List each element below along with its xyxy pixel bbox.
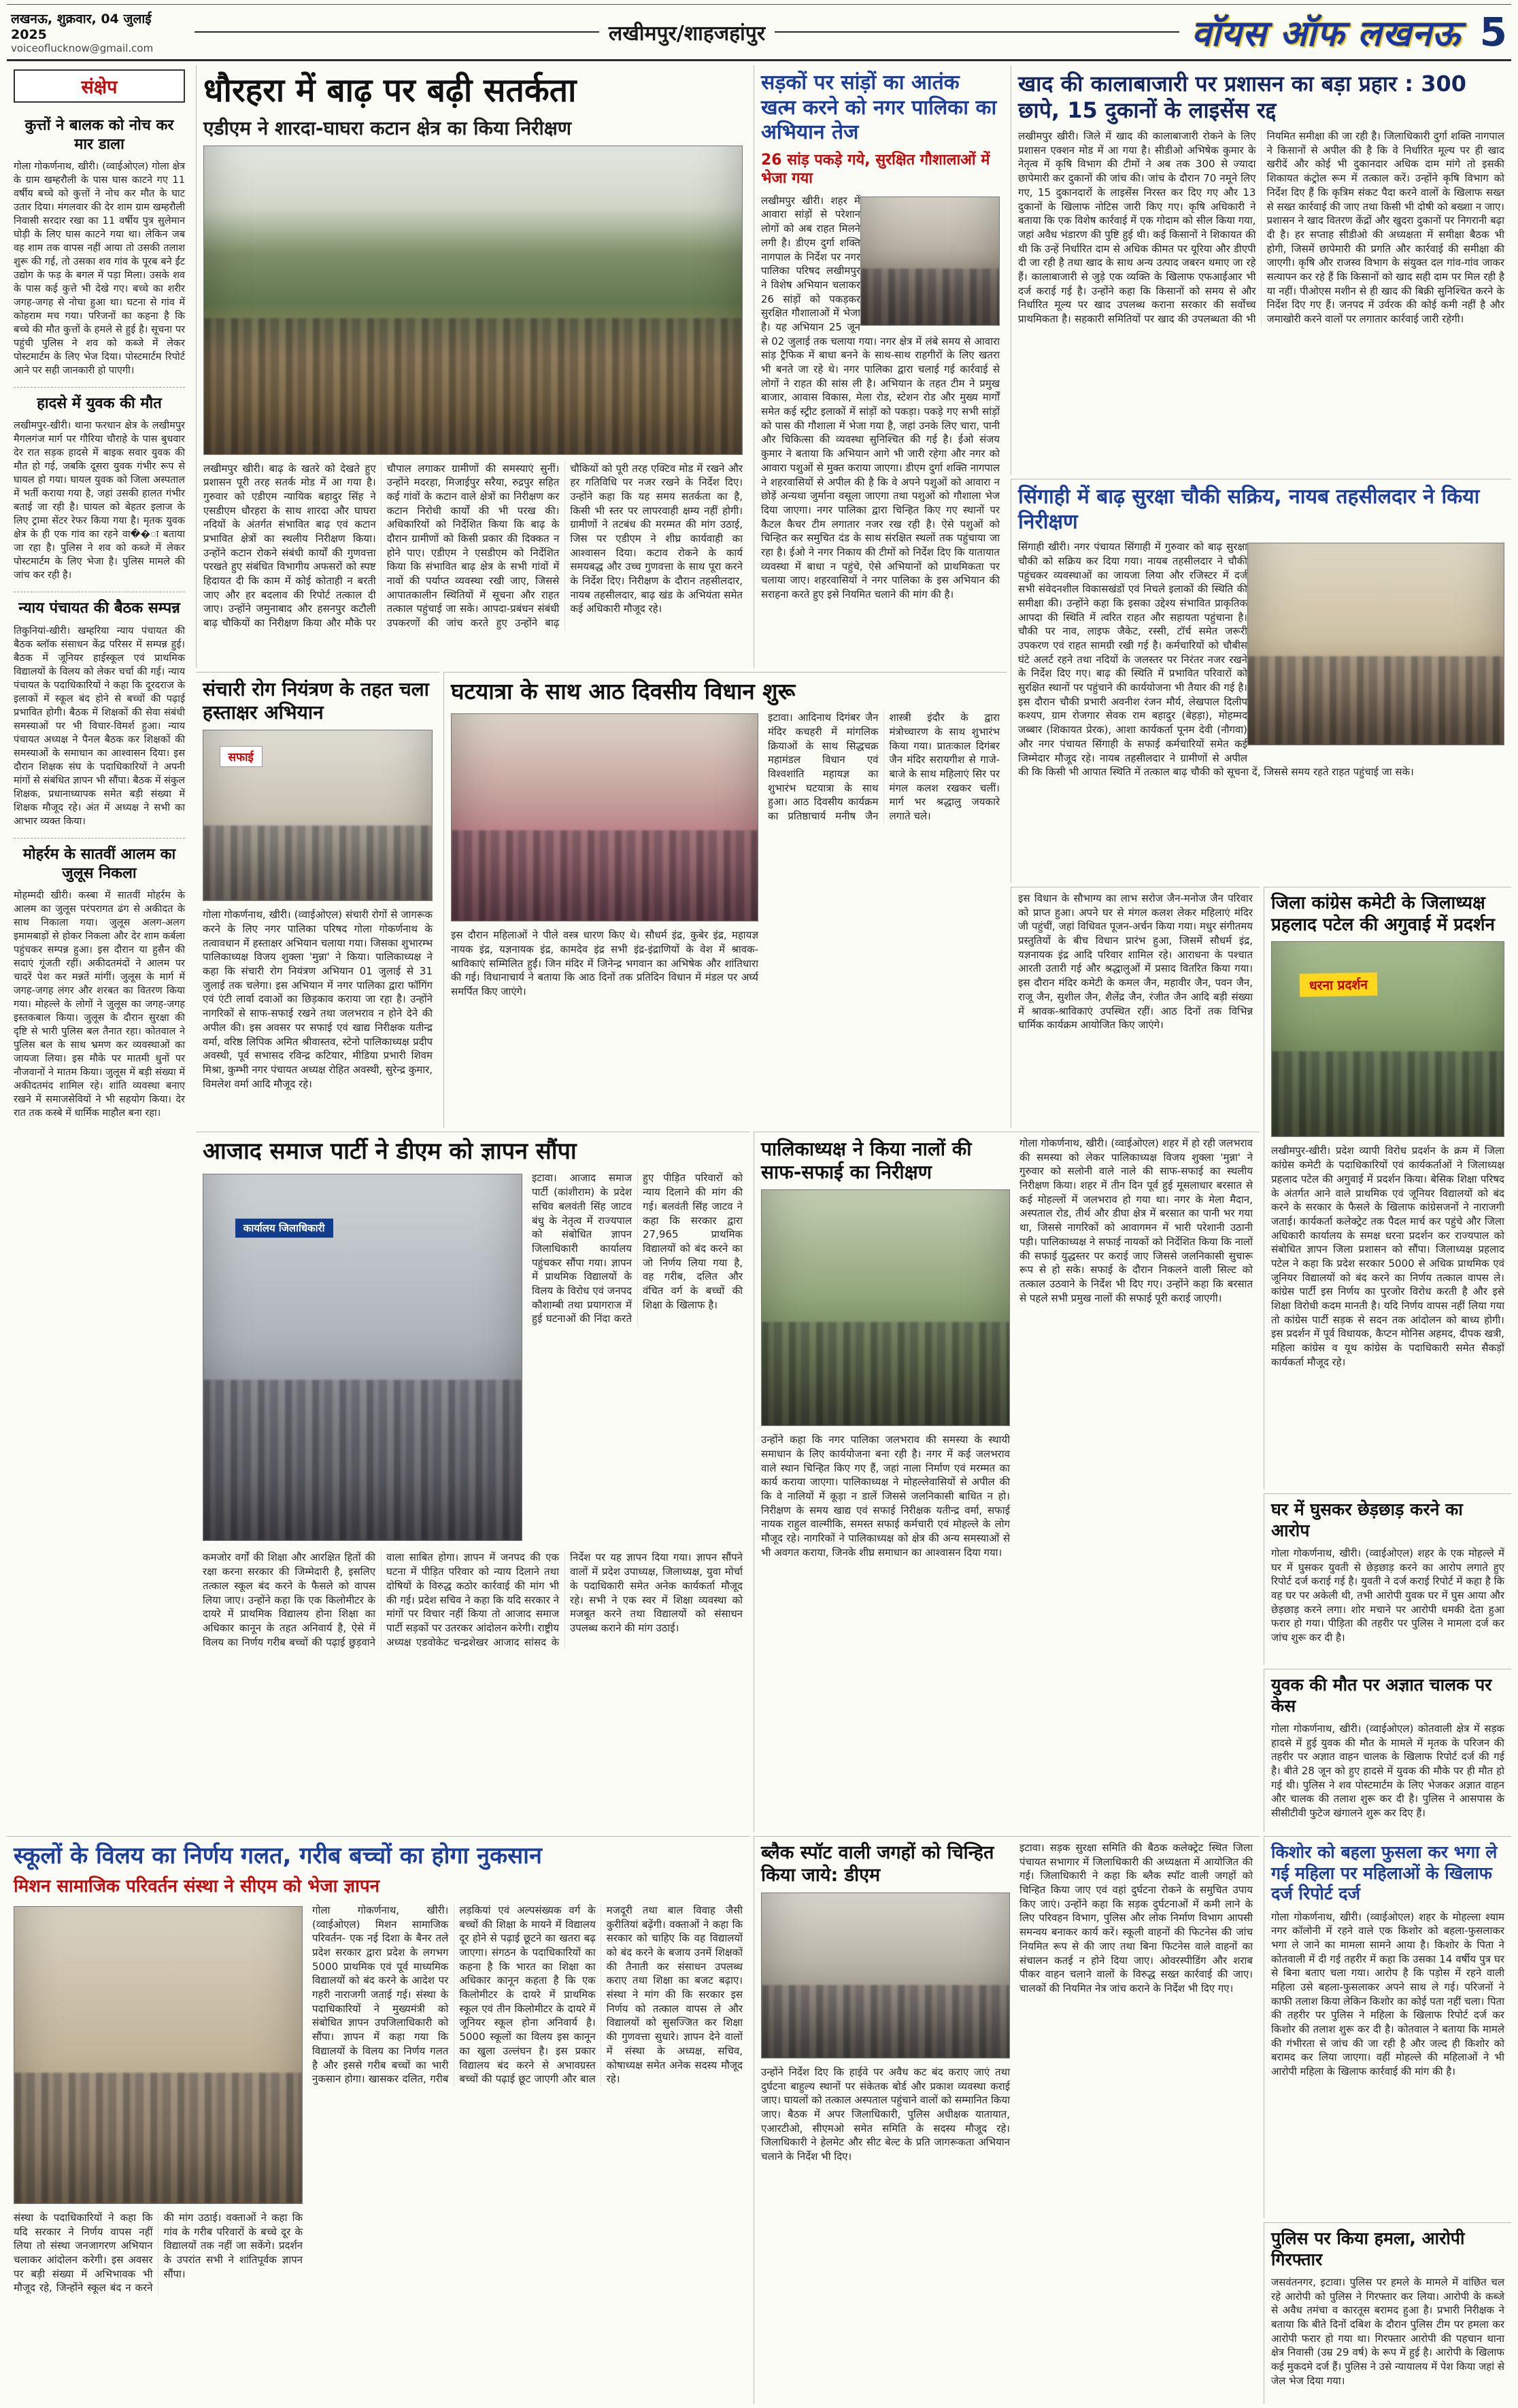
article-azad-samaj-memo — [196, 1132, 749, 1832]
headline: ब्लैक स्पॉट वाली जगहों को चिन्हित किया जाये: डीएम — [761, 1842, 994, 1886]
body-wrap — [14, 1903, 743, 2295]
collector-office-sign: कार्यालय जिलाधिकारी — [235, 1219, 333, 1238]
road-safety-meeting-photo — [761, 1893, 1010, 2058]
brief-item-panchayat-meeting — [14, 592, 185, 838]
headline: जिला कांग्रेस कमेटी के जिलाध्यक्ष प्रहलाद पटेल की अगुवाई में प्रदर्शन — [1271, 893, 1495, 935]
article-congress-protest — [1264, 887, 1511, 1489]
subheadline: मिशन सामाजिक परिवर्तन संस्था ने सीएम को भेजा ज्ञापन — [14, 1876, 380, 1897]
masthead — [7, 4, 1511, 61]
headline: घटयात्रा के साथ आठ दिवसीय विधान शुरू — [451, 678, 796, 705]
memorandum-handover-photo — [203, 1174, 522, 1541]
article-body: गोला गोकर्णनाथ, खीरी। (व्वाईओएल) संचारी रोगों से जागरूक करने के लिए नगर पालिका परिषद गोला गोकर्णनाथ के तत्वावधान में हस्ताक्षर अभियान चलाया गया। जिसका शुभारम्भ पालिकाध्यक्ष विजय शुक्ला 'मुन्ना' ने किया। पालिकाध्यक्ष ने कहा कि संचारी रोग नियंत्रण अभियान 01 जुलाई से 31 जुलाई तक चलेगा। इस अभियान में नगर पालिका द्वारा फॉगिंग एवं एंटी लार्वा दवाओं का छिड़काव कराया जा रहा है। उन्होंने नागरिकों से साफ-सफाई रखने तथा जलभराव न होने देने की अपील की। इस अवसर पर सफाई एवं खाद्य निरीक्षक यतीन्द्र वर्मा, वरिष्ठ लिपिक अमित श्रीवास्तव, स्टेनो पालिकाध्यक्ष प्रदीप अवस्थी, पूर्व सभासद रविन्द्र कटियार, मीडिया प्रभारी शिवम मिश्रा, कुम्भी नगर पंचायत अध्यक्ष रोहित अवस्थी, सुरेन्द्र कुमार, विमलेश वर्मा आदि मौजूद रहे। — [203, 909, 433, 1090]
article-black-spot-meeting — [754, 1836, 1260, 2404]
email-address: voiceoflucknow@gmail.com — [11, 42, 154, 54]
article-body: लखीमपुर खीरी। जिले में खाद की कालाबाजारी रोकने के लिए प्रशासन एक्शन मोड में आ गया है। सीडीओ अभिषेक कुमार के नेतृत्व में कृषि विभाग की टीमों ने अब तक 300 से ज्यादा छापेमारी कर दुकानों की जांच की। जांच के दौरान 70 नमूने लिए गए, 15 दुकानदारों के लाइसेंस निरस्त कर दिए गए और 13 दुकानों के खिलाफ नोटिस जारी किए गए। कृषि अधिकारी ने बताया कि एक विशेष कार्रवाई में एक गोदाम को सील किया गया, जहां अवैध भंडारण की पुष्टि हुई थी। कई किसानों ने शिकायत की थी कि उन्हें निर्धारित दाम से अधिक कीमत पर यूरिया और डीएपी दी जा रही है तथा खाद के साथ अन्य उत्पाद जबरन थमाए जा रहे हैं। कालाबाजारी से जुड़े एक व्यक्ति के खिलाफ एफआईआर भी दर्ज कराई गई है। उन्होंने कहा कि किसानों को समय से और निर्धारित मूल्य पर खाद उपलब्ध कराना सरकार की सर्वोच्च प्राथमिकता है। सहकारी समितियों पर खाद की उपलब्धता की भी नियमित समीक्षा की जा रही है। जिलाधिकारी दुर्गा शक्ति नागपाल ने किसानों से अपील की है कि वे निर्धारित मूल्य पर ही खाद खरीदें और कोई भी दुकानदार अधिक दाम मांगे तो इसकी शिकायत कंट्रोल रूम में तत्काल करें। उन्होंने कृषि विभाग को निर्देश दिए हैं कि कृत्रिम संकट पैदा करने वालों के खिलाफ सख्त से सख्त कार्रवाई की जाए तथा किसी भी दोषी को बख्शा न जाए। प्रशासन ने खाद वितरण केंद्रों और खुदरा दुकानों पर निगरानी बढ़ा दी है। हर सप्ताह सीडीओ की अध्यक्षता में समीक्षा बैठक भी होगी, जिसमें छापेमारी की प्रगति और कार्रवाई की समीक्षा की जाएगी। कृषि और राजस्व विभाग के संयुक्त दल गांव-गांव जाकर सत्यापन कर रहे हैं कि किसानों को खाद सही दाम पर मिल रही है या नहीं। पीओएस मशीन से ही खाद की बिक्री सुनिश्चित करने के निर्देश दिए गए हैं। जनपद में उर्वरक की कोई कमी नहीं है और जमाखोरी करने वालों पर लगातार कार्रवाई जारी रहेगी। — [1018, 130, 1504, 325]
ghatyatra-procession-photo — [451, 713, 758, 921]
brief-body: मोहम्मदी खीरी। कस्बा में सातवीं मोहर्रम के आलम का जुलूस परंपरागत ढंग से अकीदत के साथ निकाला गया। जुलूस अलग-अलग इमामबाड़ों से होकर निकला और देर शाम कर्बला पहुंचकर सम्पन्न हुआ। इस दौरान या हुसैन की सदाएं गूंजती रहीं। अकीदतमंदों ने आलम पर चादरें पेश कर मन्नतें मांगीं। जुलूस के मार्ग में जगह-जगह लंगर और शरबत का वितरण किया गया। मोहल्ले के लोगों ने जुलूस का जगह-जगह इस्तकबाल किया। जुलूस के दौरान सुरक्षा की दृष्टि से भारी पुलिस बल तैनात रहा। कोतवाल ने पुलिस बल के साथ भ्रमण कर व्यवस्थाओं का जायजा लिया। इस मौके पर मातमी धुनों पर नौजवानों ने मातम किया। जुलूस में बड़ी संख्या में अकीदतमंद शामिल रहे। शांति व्यवस्था बनाए रखने में समाजसेवियों ने भी सहयोग किया। देर रात तक कस्बे में धार्मिक माहौल बना रहा। — [14, 889, 185, 1119]
article-ghatyatra-vidhan — [443, 672, 1007, 1127]
article-body-side: इटावा। सड़क सुरक्षा समिति की बैठक कलेक्ट्रेट स्थित जिला पंचायत सभागार में जिलाधिकारी की अध्यक्षता में आयोजित की गई। जिलाधिकारी ने कहा कि ब्लैक स्पॉट वाली जगहों को चिन्हित किया जाए एवं वहां दुर्घटना रोकने के समुचित उपाय किए जाएं। उन्होंने कहा कि सड़क दुर्घटनाओं में कमी लाने के लिए परिवहन विभाग, पुलिस और लोक निर्माण विभाग आपसी समन्वय बनाकर कार्य करें। स्कूली वाहनों की फिटनेस की जांच नियमित रूप से की जाए तथा बिना फिटनेस वाले वाहनों का संचालन कतई न होने दिया जाए। ओवरस्पीडिंग और शराब पीकर वाहन चलाने वालों के विरुद्ध सख्त कार्रवाई की जाए। चालकों की नियमित नेत्र जांच कराने के निर्देश भी दिए गए। — [1019, 1842, 1253, 1995]
article-police-attack-arrest — [1264, 2222, 1511, 2404]
article-body-side: गोला गोकर्णनाथ, खीरी। (व्वाईओएल) मिशन सामाजिक परिवर्तन- एक नई दिशा के बैनर तले प्रदेश सरकार द्वारा प्रदेश के लगभग 5000 प्राथमिक एवं पूर्व माध्यमिक विद्यालयों को बंद करने के आदेश पर गहरी नाराजगी जताई गई। संस्था के पदाधिकारियों ने मुख्यमंत्री को संबोधित ज्ञापन उपजिलाधिकारी को सौंपा। ज्ञापन में कहा गया कि विद्यालयों के विलय का निर्णय गलत है और इससे गरीब बच्चों का भारी नुकसान होगा। खासकर दलित, गरीब लड़कियां एवं अल्पसंख्यक वर्ग के बच्चों की शिक्षा के मायने में विद्यालय दूर होने से पढ़ाई छूटने का खतरा बढ़ जाएगा। संगठन के पदाधिकारियों का कहना है कि भारत का शिक्षा का अधिकार कानून कहता है कि एक किलोमीटर के दायरे में प्राथमिक स्कूल एवं तीन किलोमीटर के दायरे में जूनियर स्कूल होना अनिवार्य है। 5000 स्कूलों का विलय इस कानून का खुला उल्लंघन है। इस प्रकार विद्यालय बंद करने से अभावग्रस्त बच्चों की पढ़ाई छूट जाएगी और बाल मजदूरी तथा बाल विवाह जैसी कुरीतियां बढ़ेंगी। वक्ताओं ने कहा कि सरकार को चाहिए कि वह विद्यालयों को बंद करने के बजाय उनमें शिक्षकों की तैनाती कर संसाधन उपलब्ध कराए तथा शिक्षा का बजट बढ़ाए। संस्था ने मांग की कि सरकार इस निर्णय को तत्काल वापस ले और विद्यालयों को सुसज्जित कर शिक्षा की गुणवत्ता सुधारे। ज्ञापन देने वालों में संस्था के अध्यक्ष, सचिव, कोषाध्यक्ष समेत अनेक सदस्य मौजूद रहे। — [312, 1903, 743, 2086]
brief-headline: कुत्तों ने बालक को नोच कर मार डाला — [24, 117, 174, 154]
headline: घर में घुसकर छेड़छाड़ करने का आरोप — [1271, 1499, 1463, 1540]
article-body: गोला गोकर्णनाथ, खीरी। (व्वाईओएल) शहर के मोहल्ला श्याम नगर कॉलोनी में रहने वाले एक किशोर को बहला-फुसलाकर भगा ले जाने का मामला सामने आया है। किशोर के पिता ने कोतवाली में दी गई तहरीर में कहा कि उसका 14 वर्षीय पुत्र घर से बिना बताए चला गया। आरोप है कि पड़ोस में रहने वाली महिला उसे बहला-फुसलाकर अपने साथ ले गई। परिजनों ने काफी तलाश किया लेकिन किशोर का कोई पता नहीं चला। पिता की तहरीर पर पुलिस ने महिला के खिलाफ रिपोर्ट दर्ज कर किशोर की तलाश शुरू कर दी है। कोतवाल ने बताया कि मामले की गंभीरता से जांच की जा रही है और जल्द ही किशोर को बरामद कर लिया जाएगा। वहीं मोहल्ले की महिलाओं ने भी आरोपी महिला के खिलाफ कार्रवाई की मांग की है। — [1271, 1910, 1504, 2078]
headline: स्कूलों के विलय का निर्णय गलत, गरीब बच्चों का होगा नुकसान — [14, 1842, 542, 1869]
article-body-below-photo: उन्होंने कहा कि नगर पालिका जलभराव की समस्या के स्थायी समाधान के लिए कार्ययोजना बना रही है। नगर में कई जलभराव वाले स्थान चिन्हित किए गए हैं, जहां नाला निर्माण एवं मरम्मत का कार्य कराया जाएगा। पालिकाध्यक्ष ने मोहल्लेवासियों से अपील की कि वे नालियों में कूड़ा न डालें जिससे जलनिकासी बाधित न हो। निरीक्षण के समय खाद्य एवं सफाई निरीक्षक यतीन्द्र वर्मा, सफाई नायक राहुल वाल्मीकि, समस्त सफाई कर्मचारी एवं मोहल्ले के लोग मौजूद रहे। नागरिकों ने पालिकाध्यक्ष को क्षेत्र की अन्य समस्याओं से भी अवगत कराया, जिनके शीघ्र समाधान का आश्वासन दिया गया। — [761, 1434, 1010, 1559]
body-wrap — [761, 1841, 1253, 2164]
briefs-column — [7, 65, 192, 1832]
body-wrap — [451, 711, 1000, 998]
article-body-below-photo: इस दौरान महिलाओं ने पीले वस्त्र धारण किए थे। सौधर्म इंद्र, कुबेर इंद्र, महायज्ञ नायक इंद्र, यज्ञनायक इंद्र, कामदेव इंद्र सभी इंद्र-इंद्राणियों के वेश में श्रावक-श्राविकाएं सम्मिलित हुईं। जिन मंदिर में जिनेन्द्र भगवान का अभिषेक और शांतिधारा की गई। विधानाचार्य ने बताया कि आठ दिनों तक प्रतिदिन विधान में मंडल पर अर्घ्य समर्पित किए जाएंगे। — [451, 929, 758, 998]
article-body-below-photo: संस्था के पदाधिकारियों ने कहा कि यदि सरकार ने निर्णय वापस नहीं लिया तो संस्था जनजागरण अभियान चलाकर आंदोलन करेगी। इस अवसर पर बड़ी संख्या में अभिभावक भी मौजूद रहे, जिन्होंने स्कूल बंद न करने की मांग उठाई। वक्ताओं ने कहा कि गांव के गरीब परिवारों के बच्चे दूर के विद्यालयों तक नहीं जा सकेंगे। प्रदर्शन के उपरांत सभी ने शांतिपूर्वक ज्ञापन सौंपा। — [14, 2211, 303, 2294]
headline: संचारी रोग नियंत्रण के तहत चला हस्ताक्षर अभियान — [203, 678, 429, 724]
article-signature-campaign — [196, 672, 439, 1127]
headline: सड़कों पर सांड़ों का आतंक खत्म करने को नगर पालिका का अभियान तेज — [761, 71, 997, 145]
article-fertilizer-raids — [1011, 65, 1511, 475]
lead-subheadline: एडीएम ने शारदा-घाघरा कटान क्षेत्र का किया निरीक्षण — [203, 116, 572, 139]
photo-column — [14, 1903, 303, 2295]
lead-headline: धौरहरा में बाढ़ पर बढ़ी सतर्कता — [203, 71, 577, 109]
headline: सिंगाही में बाढ़ सुरक्षा चौकी सक्रिय, नायब तहसीलदार ने किया निरीक्षण — [1018, 485, 1480, 534]
signature-campaign-photo — [203, 730, 433, 901]
article-body: गोला गोकर्णनाथ, खीरी। (व्वाईओएल) कोतवाली क्षेत्र में सड़क हादसे में हुई युवक की मौत के मामले में मृतक के परिजन की तहरीर पर अज्ञात वाहन चालक के खिलाफ रिपोर्ट दर्ज की गई है। बीते 28 जून को हुए हादसे में युवक की मौके पर ही मौत हो गई थी। पुलिस ने शव पोस्टमार्टम के लिए भेजकर अज्ञात वाहन और चालक की तलाश शुरू कर दी है। पुलिस ने आसपास के सीसीटीवी फुटेज खंगालने शुरू कर दिए हैं। — [1271, 1723, 1504, 1820]
article-drain-cleaning — [754, 1132, 1260, 1832]
edition-title: लखीमपुर/शाहजहांपुर — [608, 21, 766, 46]
article-body: जसवंतनगर, इटावा। पुलिस पर हमले के मामले में वांछित चल रहे आरोपी को पुलिस ने गिरफ्तार कर लिया। आरोपी के कब्जे से अवैध तमंचा व कारतूस बरामद हुआ है। प्रभारी निरीक्षक ने बताया कि बीते दिनों दबिश के दौरान पुलिस टीम पर हमला कर आरोपी फरार हो गया था। गिरफ्तार आरोपी की पहचान थाना क्षेत्र निवासी (उम्र 29 वर्ष) के रूप में हुई है। आरोपी के खिलाफ कई मुकदमे दर्ज हैं। पुलिस ने उसे न्यायालय में पेश किया जहां से जेल भेज दिया गया। — [1271, 2276, 1504, 2387]
protest-banner: धरना प्रदर्शन — [1300, 972, 1377, 997]
edition-strip — [195, 18, 1179, 46]
article-body: लखीमपुर खीरी। शहर में आवारा सांड़ों से परेशान लोगों को अब राहत मिलने लगी है। डीएम दुर्गा शक्ति नागपाल के निर्देश पर नगर पालिका परिषद लखीमपुर ने विशेष अभियान चलाकर 26 सांड़ों को पकड़कर सुरक्षित गौशालाओं में भेजा है। यह अभियान 25 जून से 02 जुलाई तक चलाया गया। नगर क्षेत्र में लंबे समय से आवारा सांड़ ट्रैफिक में बाधा बनने के साथ-साथ राहगीरों के लिए खतरा भी बनते जा रहे थे। नगर पालिका द्वारा चलाई गई कार्रवाई से लोगों ने राहत की सांस ली है। अभियान के तहत टीम ने प्रमुख बाजार, आवास विकास, मेला रोड, स्टेशन रोड और मुख्य मार्गों समेत कई स्ट्रीट इलाकों में सांड़ों को पकड़ा। पकड़े गए सभी सांड़ों को पास की गौशाला में भेजा गया है, जहां उनके लिए चारा, पानी और चिकित्सा की व्यवस्था सुनिश्चित की गई है। ईओ संजय कुमार ने बताया कि अभियान आगे भी जारी रहेगा और नगर को आवारा पशुओं से मुक्त कराया जाएगा। डीएम दुर्गा शक्ति नागपाल ने शहरवासियों से अपील की है कि वे अपने पशुओं को आवारा न छोड़ें अन्यथा जुर्माना वसूला जाएगा तथा पशुओं को गौशाला भेज दिया जाएगा। नगर पालिका द्वारा चिन्हित किए गए स्थानों पर कैटल कैचर टीम लगातार नजर रख रही है। ऐसे पशुओं को चिन्हित कर समुचित दंड के साथ संरक्षित स्थलों तक पहुंचाया जा रहा है। ईओ ने नगर निकाय की टीमों को निर्देश दिए कि यातायात व्यवस्था में बाधा न पहुंचे, ऐसे अभियानों को प्राथमिकता पर चलाया जाए। शहरवासियों ने नगर पालिका के इस अभियान की सराहना करते हुए इसे नियमित चलाने की मांग की है। — [761, 194, 1000, 601]
headline: आजाद समाज पार्टी ने डीएम को ज्ञापन सौंपा — [203, 1138, 577, 1165]
congress-protest-photo — [1271, 941, 1504, 1137]
article-body: लखीमपुर खीरी। बाढ़ के खतरे को देखते हुए प्रशासन पूरी तरह सतर्क मोड में आ गया है। गुरुवार को एडीएम न्यायिक बहादुर सिंह ने एसडीएम धौरहरा के साथ शारदा और घाघरा नदियों के अंतर्गत संभावित बाढ़ एवं कटान प्रभावित क्षेत्रों का स्थलीय निरीक्षण किया। उन्होंने कटान रोकने संबंधी कार्यों की गुणवत्ता परखते हुए संबंधित विभागीय अफसरों को स्पष्ट हिदायत दी कि काम में कोई कोताही न बरती जाए और हर बदलाव की रिपोर्ट तत्काल दी जाए। उन्होंने जमुनाबाद और हसनपुर कटौली बाढ़ चौकियों का निरीक्षण किया और मौके पर चौपाल लगाकर ग्रामीणों की समस्याएं सुनीं। उन्होंने मदरहा, मिजाईपुर सरैया, रुद्रपुर सहित कई गांवों के कटान वाले क्षेत्रों का निरीक्षण कर कटान निरोधी कार्यों की भी परख की। अधिकारियों को निर्देशित किया कि बाढ़ के दौरान ग्रामीणों को किसी प्रकार की दिक्कत न होने पाए। एडीएम ने एसडीएम को निर्देशित किया कि संभावित बाढ़ क्षेत्र के सभी गांवों में नावों की पर्याप्त व्यवस्था रखी जाए, जिससे आपातकालीन स्थितियों में सूचना और राहत तत्काल पहुंचाई जा सके। आपदा-प्रबंधन संबंधी उपकरणों की जांच करते हुए उन्होंने बाढ़ चौकियों को पूरी तरह एक्टिव मोड में रखने और हर गतिविधि पर नजर रखने के निर्देश दिए। उन्होंने कहा कि यह समय सतर्कता का है, किसी भी स्तर पर लापरवाही क्षम्य नहीं होगी। ग्रामीणों ने तटबंध की मरम्मत की मांग उठाई, जिस पर एडीएम ने शीघ्र कार्यवाही का आश्वासन दिया। कटाव रोकने के कार्य समयबद्ध और उच्च गुणवत्ता के साथ पूरा करने के निर्देश दिए। निरीक्षण के दौरान तहसीलदार, नायब तहसीलदार, बाढ़ खंड के अभियंता समेत कई अधिकारी मौजूद रहे। — [203, 462, 743, 630]
campaign-banner-text: सफाई — [220, 746, 263, 767]
article-body-below: कमजोर वर्गों की शिक्षा और आरक्षित हितों की रक्षा करना सरकार की जिम्मेदारी है, इसलिए तत्काल स्कूल बंद करने के फैसले को वापस लिया जाए। उन्होंने कहा कि एक किलोमीटर के दायरे में प्राथमिक विद्यालय होना शिक्षा का अधिकार कानून के तहत अनिवार्य है, ऐसे में विलय का निर्णय गरीब बच्चों की पढ़ाई छुड़वाने वाला साबित होगा। ज्ञापन में जनपद की एक घटना में पीड़ित परिवार को न्याय दिलाने तथा दोषियों के विरुद्ध कठोर कार्रवाई की मांग भी की गई। प्रदेश सचिव ने कहा कि यदि सरकार ने मांगों पर विचार नहीं किया तो आजाद समाज पार्टी सड़कों पर उतरकर आंदोलन करेगी। राष्ट्रीय अध्यक्ष एडवोकेट चन्द्रशेखर आजाद सांसद के निर्देश पर यह ज्ञापन दिया गया। ज्ञापन सौंपने वालों में प्रदेश उपाध्यक्ष, जिलाध्यक्ष, युवा मोर्चा के पदाधिकारी समेत अनेक कार्यकर्ता मौजूद रहे। सभी ने एक स्वर में शिक्षा व्यवस्था को मजबूत करने तथा विद्यालयों को संसाधन उपलब्ध कराने की मांग उठाई। — [203, 1551, 743, 1648]
article-singahi-flood-post — [1011, 479, 1511, 883]
article-molestation-report — [1264, 1493, 1511, 1665]
brief-body: तिकुनियां-खीरी। खम्हरिया न्याय पंचायत की बैठक ब्लॉक संसाधन केंद्र परिसर में सम्पन्न हुई। बैठक में जूनियर हाईस्कूल एवं प्राथमिक विद्यालयों के विलय को लेकर चर्चा की गई। न्याय पंचायत के पदाधिकारियों ने कहा कि दूरदराज के इलाकों में स्कूल बंद होने से बच्चों की पढ़ाई प्रभावित होगी। बैठक में शिक्षकों की सेवा संबंधी समस्याओं पर भी विचार-विमर्श हुआ। न्याय पंचायत अध्यक्ष ने पैनल बैठक कर शिक्षकों की समस्याओं के समाधान का आश्वासन दिया। इस दौरान शिक्षक संघ के पदाधिकारियों ने अपनी मांगों से संबंधित ज्ञापन भी सौंपा। बैठक में संकुल शिक्षक, प्रधानाध्यापक समेत बड़ी संख्या में शिक्षक मौजूद रहे। अंत में अध्यक्ष ने सभी का आभार व्यक्त किया। — [14, 625, 185, 827]
brief-item-muharram-procession — [14, 838, 185, 1130]
headline: पालिकाध्यक्ष ने किया नालों की साफ-सफाई का निरीक्षण — [761, 1138, 972, 1184]
flood-post-inspection-photo — [1247, 543, 1504, 745]
article-body: लखीमपुर-खीरी। प्रदेश व्यापी विरोध प्रदर्शन के क्रम में जिला कांग्रेस कमेटी के पदाधिकारियों एवं कार्यकर्ताओं ने जिलाध्यक्ष प्रहलाद पटेल की अगुवाई में प्रदर्शन किया। बेसिक शिक्षा परिषद के अंतर्गत आने वाले प्राथमिक एवं जूनियर विद्यालयों को बंद करने के सरकार के फैसले के खिलाफ कांग्रेसजनों ने नाराजगी जताई। कार्यकर्ता कलेक्ट्रेट तक पैदल मार्च कर पहुंचे और जिला अधिकारी कार्यालय के समक्ष धरना प्रदर्शन कर राज्यपाल को संबोधित ज्ञापन जिला प्रशासन को सौंपा। जिलाध्यक्ष प्रहलाद पटेल ने कहा कि प्रदेश सरकार 5000 से अधिक प्राथमिक एवं जूनियर विद्यालयों को बंद करने का निर्णय तत्काल वापस ले। कांग्रेस पार्टी इस निर्णय का पुरजोर विरोध करती है और इसे शिक्षा विरोधी कदम मानती है। यदि निर्णय वापस नहीं लिया गया तो कांग्रेस पार्टी सड़क से सदन तक आंदोलन को बाध्य होगी। इस प्रदर्शन में पूर्व विधायक, कैप्टन मोनिस अहमद, दीपक खत्री, महिला कांग्रेस व यूथ कांग्रेस के पदाधिकारी समेत सैकड़ों कार्यकर्ता मौजूद रहे। — [1271, 1144, 1504, 1368]
flood-inspection-photo — [203, 146, 743, 455]
brief-body: गोला गोकर्णनाथ, खीरी। (व्वाईओएल) गोला क्षेत्र के ग्राम खम्हरौली के पास घास काटने गए 11 वर्षीय बच्चे को कुत्तों ने नोच कर मौत के घाट उतार दिया। मंगलवार की देर शाम ग्राम खम्हरौली निवासी सरदार रखा का 11 वर्षीय पुत्र सुलेमान घोड़ी के लिए घास काटने गया था। लेकिन जब वह शाम तक वापस नहीं आया तो उसकी तलाश शुरू की गई, तो उसका शव गांव के पूरब बने ईंट उद्योग के फड़ के बगल में पड़ा मिला। उसके शव के पास कई कुत्ते भी देखे गए। बच्चे का शरीर जगह-जगह से नोचा हुआ था। घटना से गांव में कोहराम मच गया। परिजनों का कहना है कि बच्चे की मौत कुत्तों के हमले से हुई है। सूचना पर पहुंची पुलिस ने शव को कब्जे में लेकर पोस्टमार्टम के लिए भेज दिया। पोस्टमार्टम रिपोर्ट आने पर सही जानकारी हो पाएगी। — [14, 161, 185, 377]
drain-inspection-photo — [761, 1189, 1010, 1426]
headline: खाद की कालाबाजारी पर प्रशासन का बड़ा प्रहार : 300 छापे, 15 दुकानों के लाइसेंस रद्द — [1018, 71, 1467, 124]
article-school-merger — [7, 1836, 749, 2404]
brief-headline: न्याय पंचायत की बैठक सम्पन्न — [18, 600, 180, 617]
article-ghatyatra-continued — [1011, 887, 1260, 1127]
left-column — [761, 1841, 1010, 2164]
article-body-side: इटावा। आदिनाथ दिगंबर जैन मंदिर कचहरी में मांगलिक क्रियाओं के साथ सिद्धचक्र महामंडल विधान एवं विश्वशांति महायज्ञ का शुभारंभ घटयात्रा के साथ हुआ। आठ दिवसीय कार्यक्रम का प्रतिष्ठाचार्य मनीष जैन शास्त्री इंदौर के द्वारा मंत्रोच्चारण के साथ शुभारंभ किया गया। प्रातःकाल दिगंबर जैन मंदिर सरायगीश से गाजे-बाजे के साथ महिलाएं सिर पर मंगल कलश रखकर चलीं। मार्ग भर श्रद्धालु जयकारे लगाते चले। — [768, 711, 1000, 823]
article-flood-alert — [196, 65, 749, 668]
article-body: गोला गोकर्णनाथ, खीरी। (व्वाईओएल) शहर के एक मोहल्ले में घर में घुसकर युवती से छेड़छाड़ करने का आरोप लगाते हुए रिपोर्ट दर्ज कराई गई है। युवती ने दर्ज कराई रिपोर्ट में कहा है कि वह घर पर अकेली थी, तभी आरोपी युवक घर में घुस आया और छेड़छाड़ करने लगा। शोर मचाने पर आरोपी धमकी देता हुआ फरार हो गया। पीड़िता की तहरीर पर पुलिस ने मामला दर्ज कर जांच शुरू कर दी है। — [1271, 1547, 1504, 1644]
subheadline: 26 सांड़ पकड़े गये, सुरक्षित गौशालाओं में भेजा गया — [761, 151, 990, 188]
dateline: लखनऊ, शुक्रवार, 04 जुलाई 2025 — [11, 12, 152, 42]
brief-headline: मोहर्रम के सातवीं आलम का जुलूस निकला — [22, 845, 176, 882]
brief-body: लखीमपुर-खीरी। थाना फरधान क्षेत्र के लखीमपुर मैगलगंज मार्ग पर गौरिया चौराहे के पास बुधवार देर रात सड़क हादसे में बाइक सवार युवक की मौत हो गई, जबकि दूसरा युवक गंभीर रूप से घायल हो गया। घायल युवक को जिला अस्पताल में भर्ती कराया गया है, जहां उसकी हालत गंभीर बताई जा रही है। घायल को बेहतर इलाज के लिए ट्रामा सेंटर रेफर किया गया है। मृतक युवक क्षेत्र के ही एक गांव का रहने वा��ा बताया जा रहा है। पुलिस ने शव को कब्जे में लेकर पोस्टमार्टम के लिए भेजा है। पुलिस मामले की जांच कर रही है। — [14, 420, 185, 581]
brief-item-dog-attack — [14, 109, 185, 388]
body-wrap — [761, 194, 1000, 602]
article-body-side: गोला गोकर्णनाथ, खीरी। (व्वाईओएल) शहर में हो रही जलभराव की समस्या को लेकर पालिकाध्यक्ष विजय शुक्ला 'मुन्ना' ने गुरुवार को सलोनी वाले नाले की साफ-सफाई का स्थलीय निरीक्षण किया। शहर में तीन दिन पूर्व हुई मूसलाधार बरसात से कई मोहल्लों में जलभराव हो गया था। नगर के मेला मैदान, अस्पताल रोड, तीर्थ और डीघा क्षेत्र में बरसात का पानी भर गया था, जिससे नागरिकों को आवागमन में भारी परेशानी उठानी पड़ी। पालिकाध्यक्ष ने सफाई नायकों को निर्देशित किया कि नालों की सफाई युद्धस्तर पर कराई जाए जिससे जलनिकासी सुचारू रूप से हो सके। सफाई के दौरान निकलने वाली सिल्ट को तत्काल उठवाने के निर्देश भी दिए गए। उन्होंने कहा कि बरसात से पहले सभी प्रमुख नालों की सफाई पूरी कराई जाएगी। — [1019, 1137, 1253, 1304]
article-body-below-photo: उन्होंने निर्देश दिए कि हाईवे पर अवैध कट बंद कराए जाएं तथा दुर्घटना बाहुल्य स्थानों पर संकेतक बोर्ड और प्रकाश व्यवस्था कराई जाए। घायलों को तत्काल अस्पताल पहुंचाने वालों को सम्मानित किया जाए। बैठक में अपर जिलाधिकारी, पुलिस अधीक्षक यातायात, एआरटीओ, सीएमओ समेत समिति के सदस्य मौजूद रहे। जिलाधिकारी ने हेलमेट और सीट बेल्ट के प्रति जागरूकता अभियान चलाने के निर्देश भी दिए। — [761, 2065, 1010, 2163]
article-body-continued: इस विधान के सौभाग्य का लाभ सरोज जैन-मनोज जैन परिवार को प्राप्त हुआ। अपने घर से मंगल कलश लेकर महिलाएं मंदिर जी पहुंचीं, जहां विधिवत पूजन-अर्चन किया गया। मधुर संगीतमय प्रस्तुतियों के बीच विधान प्रारंभ हुआ, जिसमें सौधर्म इंद्र, यज्ञनायक इंद्र आदि परिवार शामिल रहे। आराधना के पश्चात आरती उतारी गई और श्रद्धालुओं में प्रसाद वितरित किया गया। इस दौरान मंदिर कमेटी के कमल जैन, महावीर जैन, पवन जैन, राजू जैन, सुशील जैन, शैलेंद्र जैन, रंजीत जैन आदि बड़ी संख्या में श्रावक-श्राविकाएं उपस्थित रहीं। आठ दिनों तक विभिन्न धार्मिक कार्यक्रम आयोजित किए जाएंगे। — [1018, 892, 1253, 1032]
left-column — [761, 1136, 1010, 1560]
brief-item-accident-death — [14, 388, 185, 592]
page-number: 5 — [1479, 9, 1507, 55]
body-wrap — [1018, 540, 1504, 779]
rule-left — [195, 31, 599, 33]
bull-catching-photo — [860, 197, 1000, 326]
headline: पुलिस पर किया हमला, आरोपी गिरफ्तार — [1271, 2228, 1465, 2269]
body-wrap — [203, 1171, 743, 1544]
briefs-section-title: संक्षेप — [14, 69, 185, 103]
memorandum-photo — [14, 1906, 303, 2204]
article-youth-death-case — [1264, 1669, 1511, 1832]
masthead-left — [11, 10, 182, 54]
headline: किशोर को बहला फुसला कर भगा ले गई महिला पर महिलाओं के खिलाफ दर्ज रिपोर्ट दर्ज — [1271, 1842, 1498, 1903]
article-body-side: इटावा। आजाद समाज पार्टी (कांशीराम) के प्रदेश सचिव बलवंती सिंह जाटव बंधु के नेतृत्व में राज्यपाल को संबोधित ज्ञापन जिलाधिकारी कार्यालय पहुंचकर सौंपा गया। ज्ञापन में प्राथमिक विद्यालयों के विलय के विरोध एवं जनपद कौशाम्बी तथा प्रयागराज में हुई घटनाओं की निंदा करते हुए पीड़ित परिवारों को न्याय दिलाने की मांग की गई। बलवंती सिंह जाटव ने कहा कि सरकार द्वारा 27,965 प्राथमिक विद्यालयों को बंद करने का जो निर्णय लिया गया है, वह गरीब, दलित और वंचित वर्ग के बच्चों की शिक्षा के खिलाफ है। — [532, 1172, 743, 1325]
body-wrap — [761, 1136, 1253, 1560]
article-teen-lured — [1264, 1836, 1511, 2218]
headline: युवक की मौत पर अज्ञात चालक पर केस — [1271, 1675, 1492, 1716]
brief-headline: हादसे में युवक की मौत — [37, 395, 162, 413]
article-stray-bulls — [754, 65, 1007, 668]
photo-column — [451, 711, 758, 998]
newspaper-brand: वॉयस ऑफ लखनऊ — [1191, 13, 1461, 54]
article-body: सिंगाही खीरी। नगर पंचायत सिंगाही में गुरुवार को बाढ़ सुरक्षा चौकी को सक्रिय कर दिया गया। नायब तहसीलदार ने चौकी पहुंचकर व्यवस्थाओं का जायजा लिया और रजिस्टर में दर्ज सभी संवेदनशील विकासखंडों एवं निचले इलाकों की स्थिति की समीक्षा की। उन्होंने कहा कि इसका उद्देश्य संभावित प्राकृतिक आपदा की स्थिति में त्वरित राहत और सहायता पहुंचाना है। चौकी पर नाव, लाइफ जैकेट, रस्सी, टॉर्च समेत जरूरी उपकरण एवं राहत सामग्री रखी गई है। कर्मचारियों को चौबीस घंटे अलर्ट रहने तथा नदियों के जलस्तर पर निरंतर नजर रखने के निर्देश दिए गए। बाढ़ की स्थिति में प्रभावित परिवारों को सुरक्षित स्थानों पर पहुंचाने की कार्ययोजना भी तैयार की गई है। इस दौरान चौकी प्रभारी अवनीश रंजन मौर्य, लेखपाल दिलीप कश्यप, ग्राम रोजगार सेवक राम बहादुर (बेहड़ा), मोहम्मद जब्बार (शिकायत प्रेरक), आशा कार्यकर्ता पूनम देवी (नौगवा) और नगर पंचायत सिंगाही के सफाई कर्मचारियों समेत कई जिम्मेदार मौजूद रहे। नायब तहसीलदार ने ग्रामीणों से अपील की कि किसी भी आपात स्थिति में तत्काल बाढ़ चौकी को सूचना दें, जिससे समय रहते राहत पहुंचाई जा सके। — [1018, 541, 1414, 779]
rule-right — [775, 31, 1179, 33]
